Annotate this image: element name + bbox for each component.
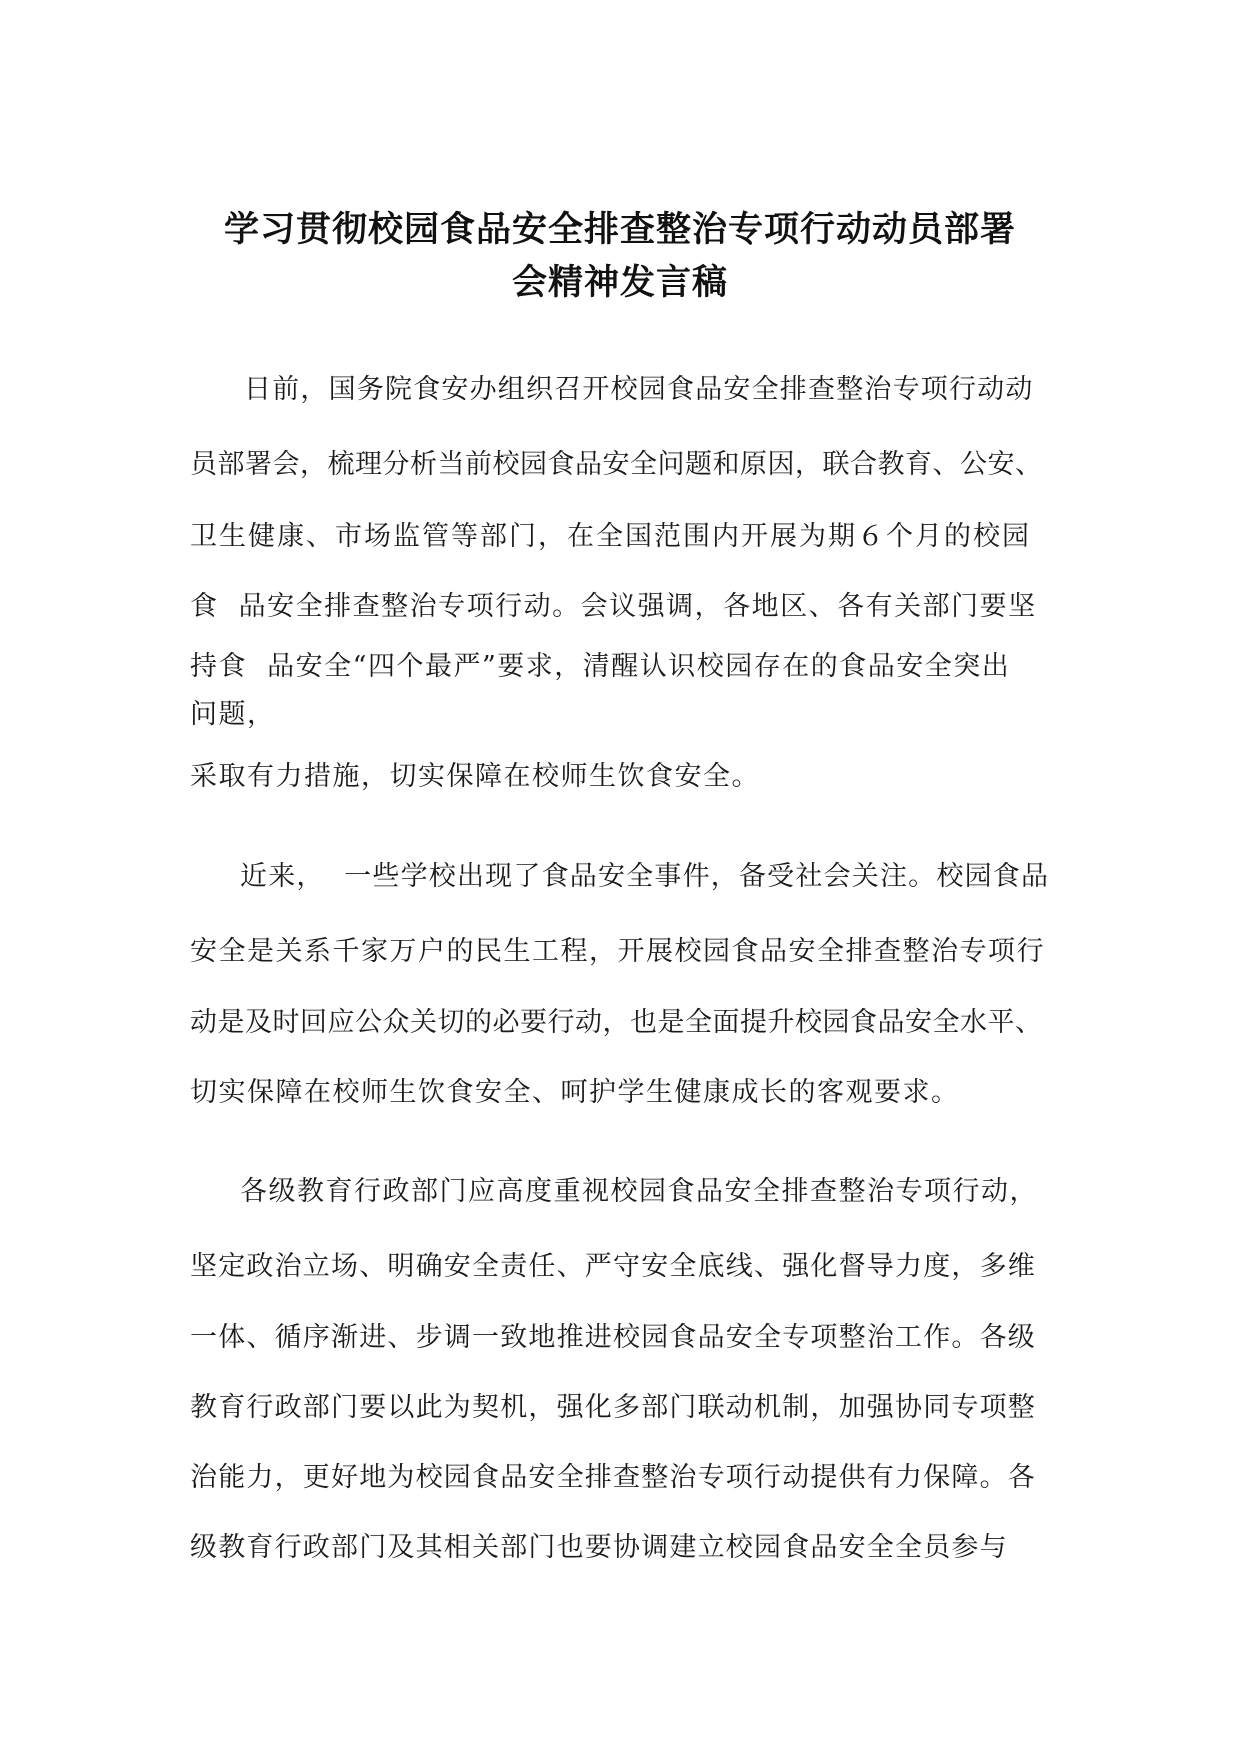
paragraph-line: 日前，国务院食安办组织召开校园食品安全排查整治专项行动动 [244, 374, 1034, 405]
paragraph-line: 教育行政部门要以此为契机，强化多部门联动机制，加强协同专项整 [190, 1392, 1036, 1423]
paragraph-line: 级教育行政部门及其相关部门也要协调建立校园食品安全全员参与 [190, 1532, 1008, 1563]
paragraph-line: 食 品安全排查整治专项行动。会议强调，各地区、各有关部门要坚 [190, 591, 1037, 622]
paragraph-line: 员部署会，梳理分析当前校园食品安全问题和原因，联合教育、公安、 [190, 449, 1043, 480]
paragraph-line: 坚定政治立场、明确安全责任、严守安全底线、强化督导力度，多维 [190, 1251, 1036, 1282]
paragraph-line: 各级教育行政部门应高度重视校园食品安全排查整治专项行动， [240, 1176, 1038, 1207]
paragraph-line: 动是及时回应公众关切的必要行动，也是全面提升校园食品安全水平、 [190, 1007, 1043, 1038]
paragraph-line: 切实保障在校师生饮食安全、呵护学生健康成长的客观要求。 [190, 1077, 960, 1108]
paragraph-line: 一体、循序渐进、步调一致地推进校园食品安全专项整治工作。各级 [190, 1322, 1036, 1353]
paragraph-line: 问题， [190, 699, 276, 730]
paragraph-line: 卫生健康、市场监管等部门，在全国范围内开展为期６个月的校园 [190, 521, 1031, 552]
paragraph-line: 采取有力措施，切实保障在校师生饮食安全。 [190, 761, 760, 792]
paragraph-line: 持食 品安全“四个最严”要求，清醒认识校园存在的食品安全突出 [190, 651, 1011, 682]
paragraph-line: 治能力，更好地为校园食品安全排查整治专项行动提供有力保障。各 [190, 1462, 1036, 1493]
document-title-line-2: 会精神发言稿 [511, 263, 728, 303]
document-title-line-1: 学习贯彻校园食品安全排查整治专项行动动员部署 [223, 210, 1016, 250]
paragraph-line: 安全是关系千家万户的民生工程，开展校园食品安全排查整治专项行 [190, 936, 1045, 967]
paragraph-line: 近来， 一些学校出现了食品安全事件，备受社会关注。校园食品 [240, 861, 1050, 892]
